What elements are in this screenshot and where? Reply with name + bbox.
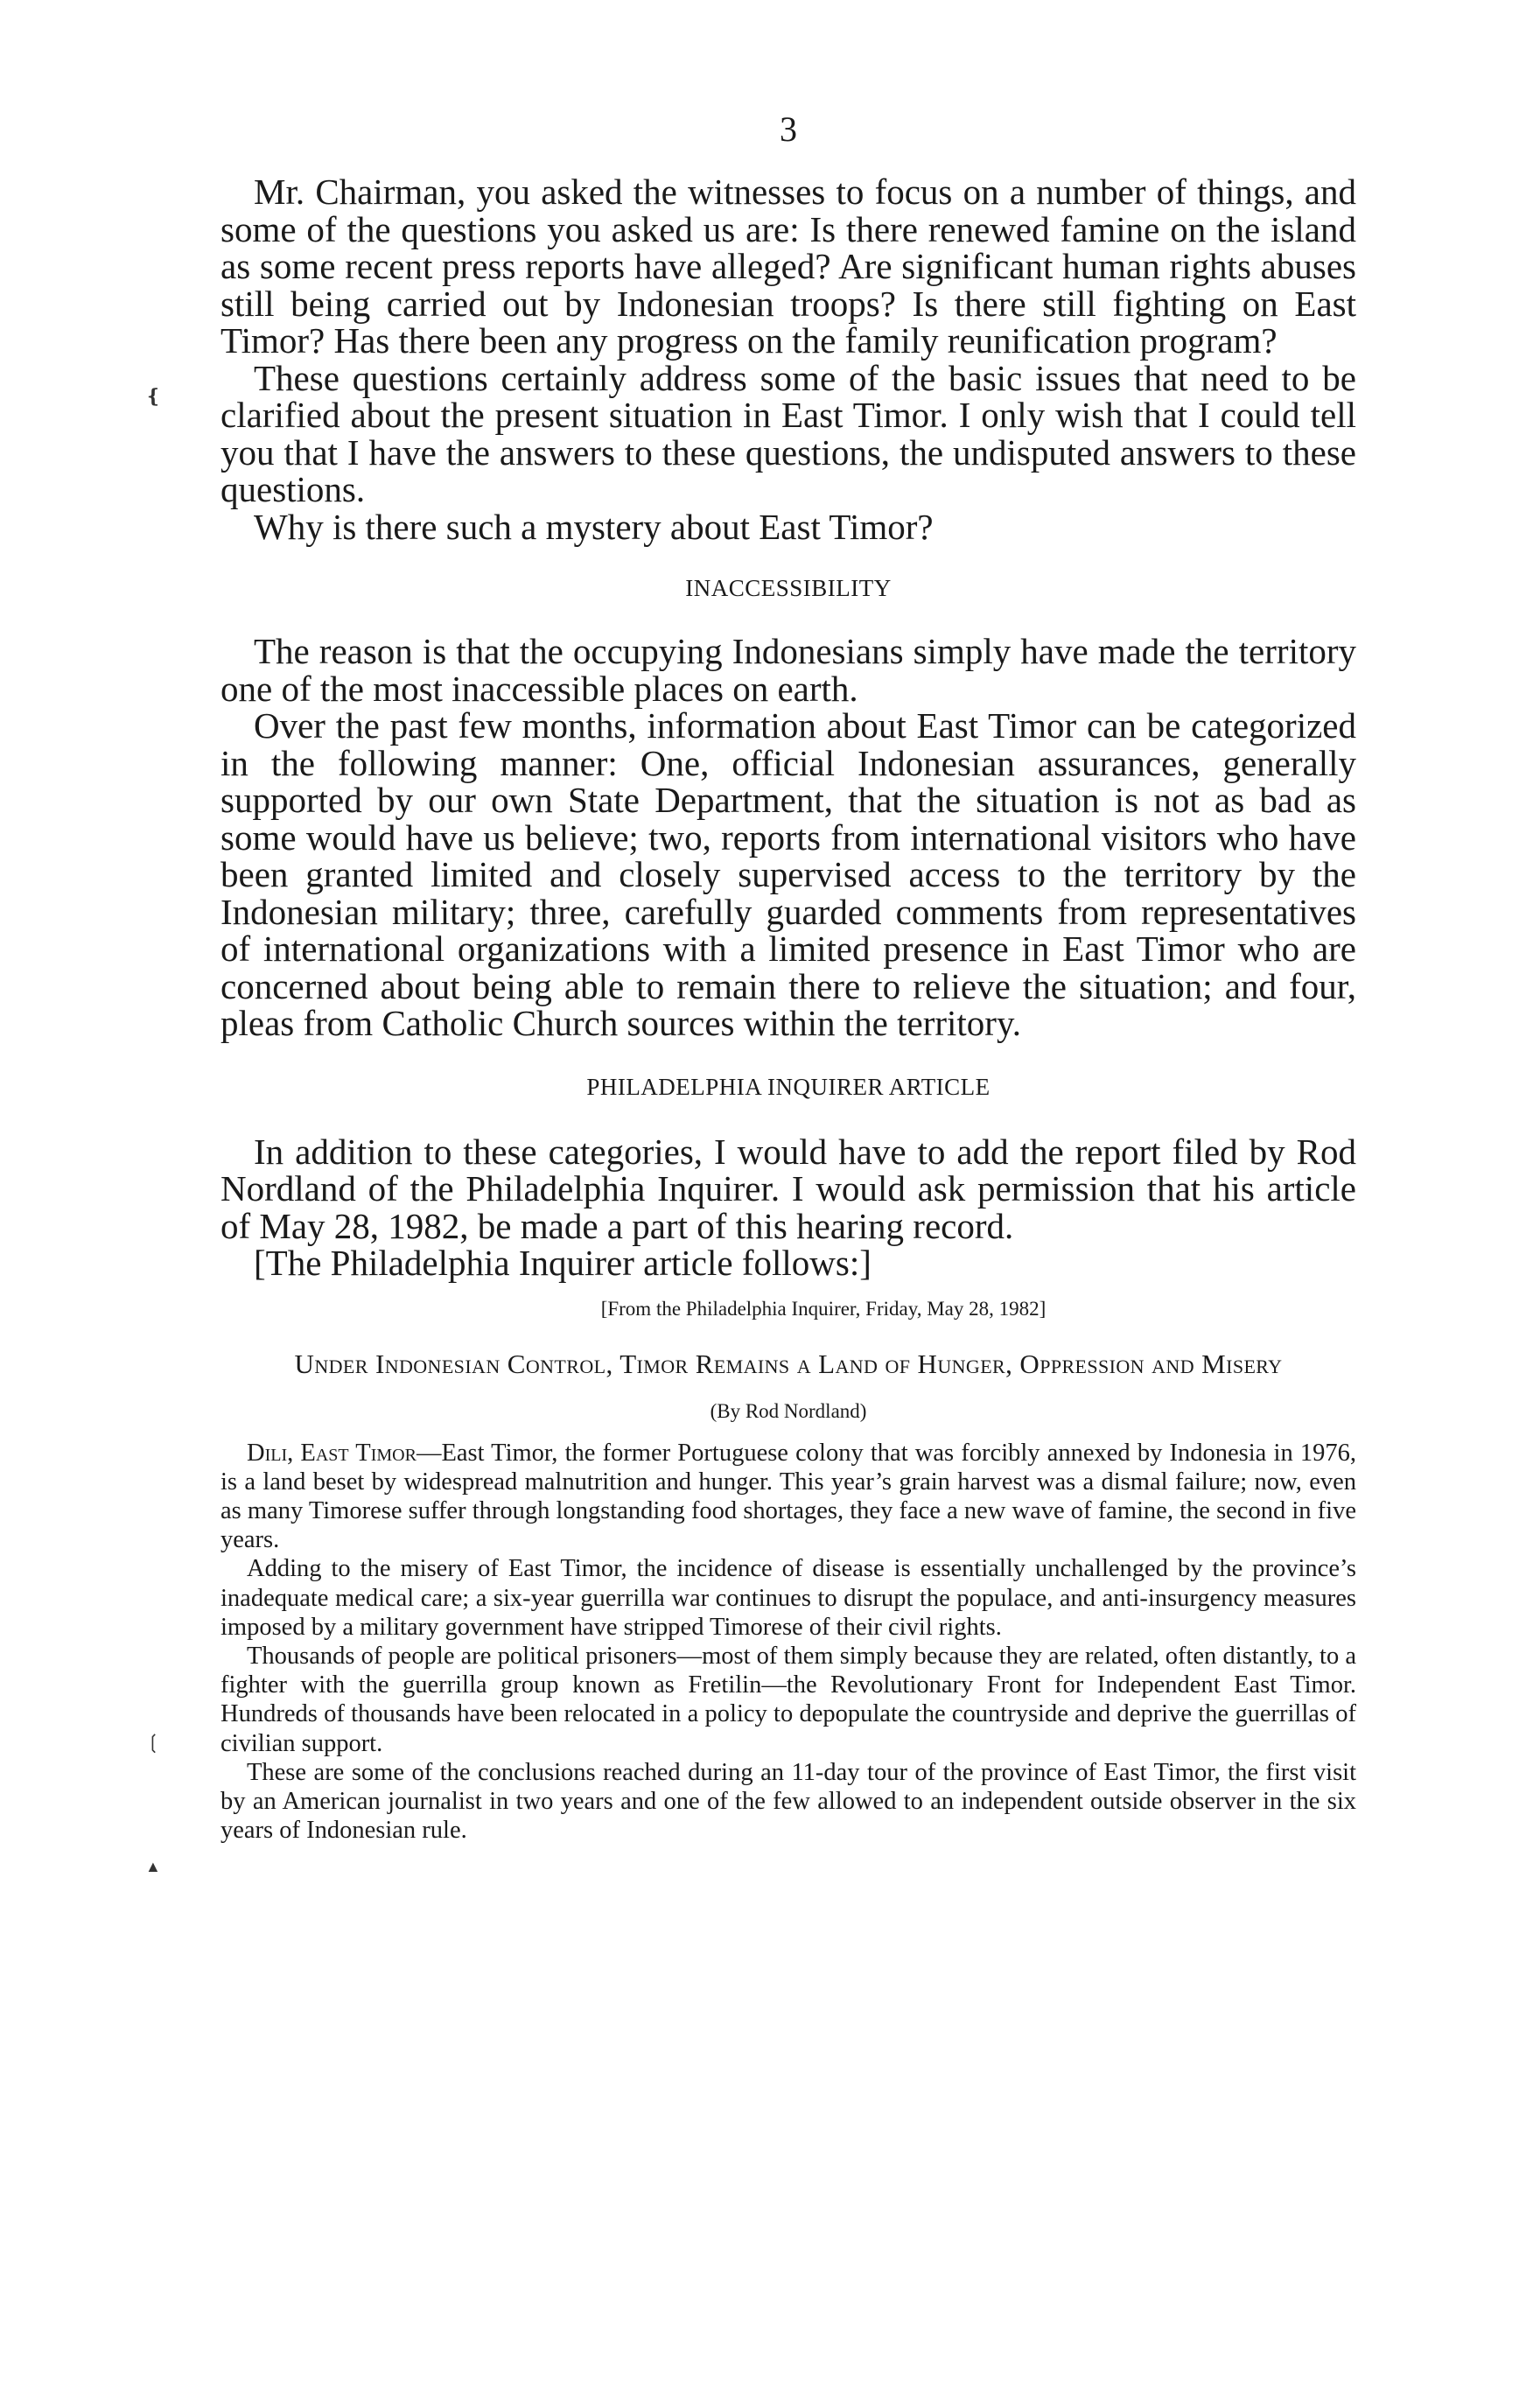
inquirer-paragraph-1: In addition to these categories, I would have to add the report filed by Rod Nordland of the Philadelphia Inquirer. I would ask permission that his article of May 28, 1982, be made a part of this hearing record. xyxy=(220,1131,1356,1246)
section-heading-inaccessibility: INACCESSIBILITY xyxy=(685,575,892,601)
intro-paragraph-1: Mr. Chairman, you asked the witnesses to focus on a number of things, and some of the questions you asked us are: Is there renewed famine on the island as some recent press reports have alleged? Are significant human rights abuses still being carried out by Indonesian troops? Is there still fighting on East Timor? Has there been any progress on the family reunification program? xyxy=(220,172,1356,361)
inquirer-paragraph-2: [The Philadelphia Inquirer article follows:] xyxy=(254,1243,872,1283)
section-heading-inquirer-article: PHILADELPHIA INQUIRER ARTICLE xyxy=(586,1073,990,1100)
intro-paragraph-3: Why is there such a mystery about East Timor? xyxy=(254,506,934,547)
article-byline: (By Rod Nordland) xyxy=(710,1399,867,1422)
document-page xyxy=(220,109,1356,1845)
margin-mark-1: ❴ xyxy=(145,385,162,407)
margin-mark-2: ❲ xyxy=(145,1731,162,1753)
article-paragraph-4: These are some of the conclusions reached during an 11-day tour of the province of East Timor, the first visit by an American journalist in two years and one of the few allowed to an independent outside observer in the six years of Indonesian rule. xyxy=(220,1758,1356,1845)
inaccessibility-paragraph-1: The reason is that the occupying Indonesians simply have made the territory one of the most inaccessible places on earth. xyxy=(220,631,1356,709)
article-paragraph-1-text: —East Timor, the former Portuguese colony that was forcibly annexed by Indonesia in 1976, is a land beset by widespread malnutrition and hunger. This year’s grain harvest was a dismal failure; now, even as many Timorese suffer through longstanding food shortages, they face a new wave of famine, the second in five years. xyxy=(220,1439,1356,1554)
article-paragraph-2: Adding to the misery of East Timor, the incidence of disease is essentially unchallenged by the province’s inadequate medical care; a six-year guerrilla war continues to disrupt the populace, and anti-insurgency measures imposed by a military government have stripped Timorese of their civil rights. xyxy=(220,1555,1356,1641)
article-paragraph-1 xyxy=(220,1439,1356,1555)
inaccessibility-paragraph-2: Over the past few months, information about East Timor can be categorized in the following manner: One, official Indonesian assurances, generally supported by our own State Department, that the situation is not as bad as some would have us believe; two, reports from international visitors who have been granted limited and closely supervised access to the territory by the Indonesian military; three, carefully guarded comments from representatives of international organizations with a limited presence in East Timor who are concerned about being able to remain there to relieve the situation; and four, pleas from Catholic Church sources within the territory. xyxy=(220,705,1356,1043)
article-dateline: Dili, East Timor xyxy=(247,1439,416,1467)
intro-paragraph-2: These questions certainly address some of the basic issues that need to be clarified about the present situation in East Timor. I only wish that I could tell you that I have the answers to these questions, the undisputed answers to these questions. xyxy=(220,357,1356,509)
margin-mark-3: ▲ xyxy=(145,1858,161,1875)
article-paragraph-3: Thousands of people are political prisoners—most of them simply because they are related, often distantly, to a fighter with the guerrilla group known as Fretilin—the Revolutionary Front for Independent East Timor. Hundreds of thousands have been relocated in a policy to depopulate the countryside and deprive the guerrillas of civilian support. xyxy=(220,1642,1356,1757)
article-title: Under Indonesian Control, Timor Remains a Land of Hunger, Oppression and Misery xyxy=(294,1348,1283,1379)
article-source-line: [From the Philadelphia Inquirer, Friday, May 28, 1982] xyxy=(600,1297,1046,1320)
page-number: 3 xyxy=(780,109,797,149)
